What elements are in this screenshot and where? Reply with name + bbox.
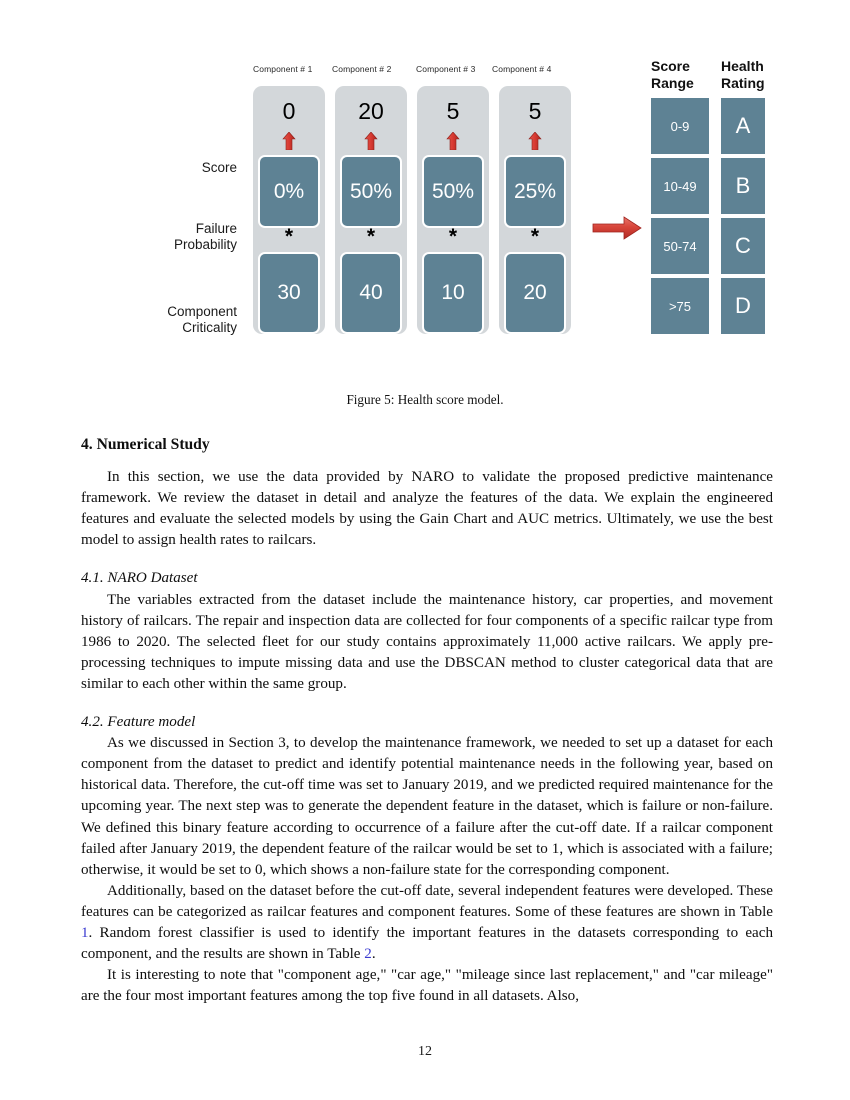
row-label-component-criticality: Component Criticality	[167, 304, 237, 335]
paragraph-text-part-c: .	[371, 946, 376, 963]
arrow-up-icon	[446, 132, 460, 150]
arrow-up-icon	[282, 132, 296, 150]
component-header-3: Component # 3	[416, 64, 476, 74]
paragraph-naro-dataset: The variables extracted from the dataset include the maintenance history, car properties, and movement history of railcars. The repair and inspection data are collected for four components of a specific railcar type from 1986 to 2020. The selected fleet for our study contains approximately 11,000 active railcars. We apply pre-processing techniques to impute missing data and use the DBSCAN method to cluster categorical data that are similar to each other within the same group.	[81, 591, 773, 692]
failure-probability-2: 50%	[340, 155, 402, 228]
failure-probability-3: 50%	[422, 155, 484, 228]
row-label-failure-probability: Failure Probability	[173, 221, 237, 252]
paragraph-text-part-b: . Random forest classifier is used to identify the important features in the datasets corresponding to each component, and the results are shown in Table	[81, 924, 773, 963]
document-body	[81, 434, 773, 1007]
arrow-right-icon	[591, 215, 643, 241]
health-rating-cell-2: B	[721, 158, 765, 214]
subsection-heading-4-1: 4.1. NARO Dataset	[81, 570, 198, 587]
component-criticality-1: 30	[258, 252, 320, 334]
health-rating-header: Health Rating	[721, 58, 765, 91]
health-rating-cell-1: A	[721, 98, 765, 154]
multiply-symbol-3: *	[448, 225, 458, 248]
score-range-cell-3: 50-74	[651, 218, 709, 274]
figure-caption: Figure 5: Health score model.	[346, 392, 504, 407]
multiply-symbol-1: *	[284, 225, 294, 248]
score-range-cell-2: 10-49	[651, 158, 709, 214]
component-column-3	[417, 86, 489, 334]
score-range-health-rating-table	[651, 60, 781, 360]
paragraph-feature-model-2	[81, 881, 773, 965]
component-column-2	[335, 86, 407, 334]
component-criticality-3: 10	[422, 252, 484, 334]
component-criticality-2: 40	[340, 252, 402, 334]
component-header-2: Component # 2	[332, 64, 392, 74]
component-column-4	[499, 86, 571, 334]
arrow-up-icon	[528, 132, 542, 150]
failure-probability-1: 0%	[258, 155, 320, 228]
score-range-cell-4: >75	[651, 278, 709, 334]
figure-health-score-model	[0, 60, 850, 360]
paragraph-text-part-a: Additionally, based on the dataset before the cut-off date, several independent features were developed. These features can be categorized as railcar features and component features. Some of these features are shown in Table	[81, 882, 773, 920]
component-criticality-4: 20	[504, 252, 566, 334]
component-columns	[253, 64, 583, 351]
health-rating-cell-4: D	[721, 278, 765, 334]
multiply-symbol-2: *	[366, 225, 376, 248]
subsection-heading-4-2: 4.2. Feature model	[81, 714, 196, 731]
component-column-1	[253, 86, 325, 334]
paragraph-feature-model-3: It is interesting to note that "component age," "car age," "mileage since last replacement," and "car mileage" are the four most important features among the top five found in all datasets. Also,	[81, 967, 773, 1005]
figure-row-labels	[117, 60, 237, 360]
paragraph-feature-model-1: As we discussed in Section 3, to develop the maintenance framework, we needed to set up a dataset for each component from the dataset to predict and identify potential maintenance needs in the following year, based on historical data. Therefore, the cut-off time was set to January 2019, and we predicted required maintenance for the upcoming year. The next step was to generate the dependent feature in the dataset, which is failure or non-failure. We defined this binary feature according to occurrence of a failure after the cut-off date. If a railcar component failed after January 2019, the dependent feature of the railcar would be set to 1, which is associated with a failure; otherwise, it would be set to 0, which shows a non-failure state for the corresponding component.	[81, 735, 773, 878]
table-reference-2[interactable]: 2	[364, 946, 372, 963]
score-range-header: Score Range	[651, 58, 694, 91]
section-heading-4: 4. Numerical Study	[81, 436, 210, 453]
component-score-2: 20	[358, 98, 384, 124]
page-number: 12	[418, 1044, 432, 1059]
health-rating-cell-3: C	[721, 218, 765, 274]
row-label-score: Score	[201, 160, 237, 175]
component-score-3: 5	[446, 98, 460, 124]
component-header-4: Component # 4	[492, 64, 552, 74]
table-reference-1[interactable]: 1	[81, 924, 89, 941]
failure-probability-4: 25%	[504, 155, 566, 228]
component-score-1: 0	[282, 98, 296, 124]
component-header-1: Component # 1	[253, 64, 313, 74]
multiply-symbol-4: *	[530, 225, 540, 248]
figure-canvas	[125, 58, 765, 360]
arrow-up-icon	[364, 132, 378, 150]
score-range-cell-1: 0-9	[651, 98, 709, 154]
component-score-4: 5	[528, 98, 542, 124]
paragraph-section-intro: In this section, we use the data provided by NARO to validate the proposed predictive maintenance framework. We review the dataset in detail and analyze the features of the data. We explain the engineered features and evaluate the selected models by using the Gain Chart and AUC metrics. Ultimately, we use the best model to assign health rates to railcars.	[81, 469, 773, 549]
